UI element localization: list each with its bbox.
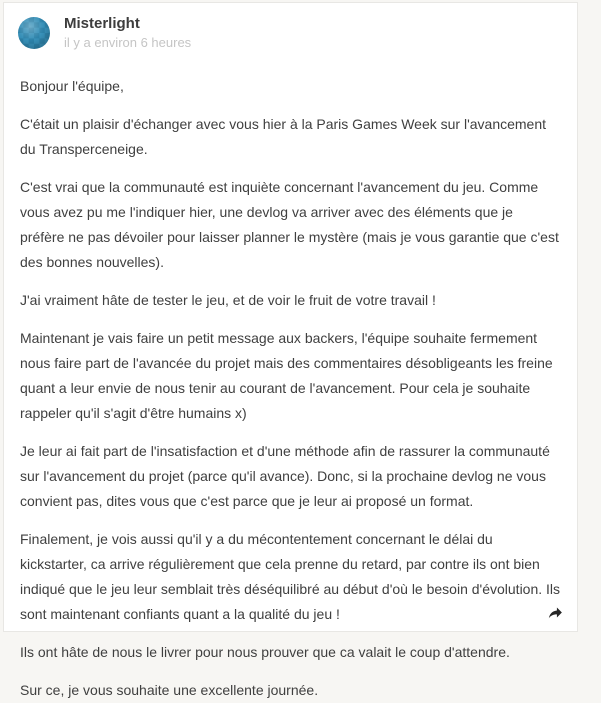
avatar[interactable] bbox=[18, 17, 50, 49]
post-paragraph: Bonjour l'équipe, bbox=[20, 77, 124, 94]
post-paragraph: Je leur ai fait part de l'insatisfaction et d'une méthode afin de rassurer la communauté sur l'avancement du projet (parce qu'il avance). Donc, si la prochaine devlog ne vous convient pas, dites vous que c'est parce que je leur ai proposé un format. bbox=[20, 442, 550, 509]
post-paragraph: C'est vrai que la communauté est inquiète concernant l'avancement du jeu. Comme vous avez pu me l'indiquer hier, une devlog va arriver avec des éléments que je préfère ne pas dévoiler pour laisser planner le mystère (mais je vous garantie que c'est des bonnes nouvelles). bbox=[20, 178, 559, 270]
post-paragraph: C'était un plaisir d'échanger avec vous hier à la Paris Games Week sur l'avancement du Transperceneige. bbox=[20, 115, 547, 157]
comment-card bbox=[3, 2, 578, 698]
author-name[interactable]: Misterlight bbox=[64, 15, 140, 32]
comment-header bbox=[18, 16, 561, 50]
page bbox=[0, 2, 601, 698]
post-paragraph: Ils ont hâte de nous le livrer pour nous prouver que ca valait le coup d'attendre. bbox=[20, 643, 510, 660]
comment-body bbox=[18, 74, 561, 703]
post-paragraph: Finalement, je vois aussi qu'il y a du mécontentement concernant le délai du kickstarter, ca arrive régulièrement que cela prenne du retard, par contre ils ont bien indiqué que le jeu leur semblait très déséquilibré au début d'où le besoin d'évolution. Ils sont maintenant confiants quant a la qualité du jeu ! bbox=[20, 530, 561, 622]
post-paragraph: Maintenant je vais faire un petit message aux backers, l'équipe souhaite fermement nous faire part de l'avancée du projet mais des commentaires désobligeants les freine quant a leur envie de nous tenir au courant de l'avancement. Pour cela je souhaite rappeler qu'il s'agit d'être humains x) bbox=[20, 329, 553, 421]
post-paragraph: Sur ce, je vous souhaite une excellente journée. bbox=[20, 681, 319, 698]
author-meta bbox=[64, 16, 191, 50]
post-paragraph: J'ai vraiment hâte de tester le jeu, et de voir le fruit de votre travail ! bbox=[20, 291, 436, 308]
share-button[interactable] bbox=[542, 600, 568, 624]
share-icon bbox=[546, 604, 565, 621]
post-timestamp: il y a environ 6 heures bbox=[64, 34, 192, 50]
